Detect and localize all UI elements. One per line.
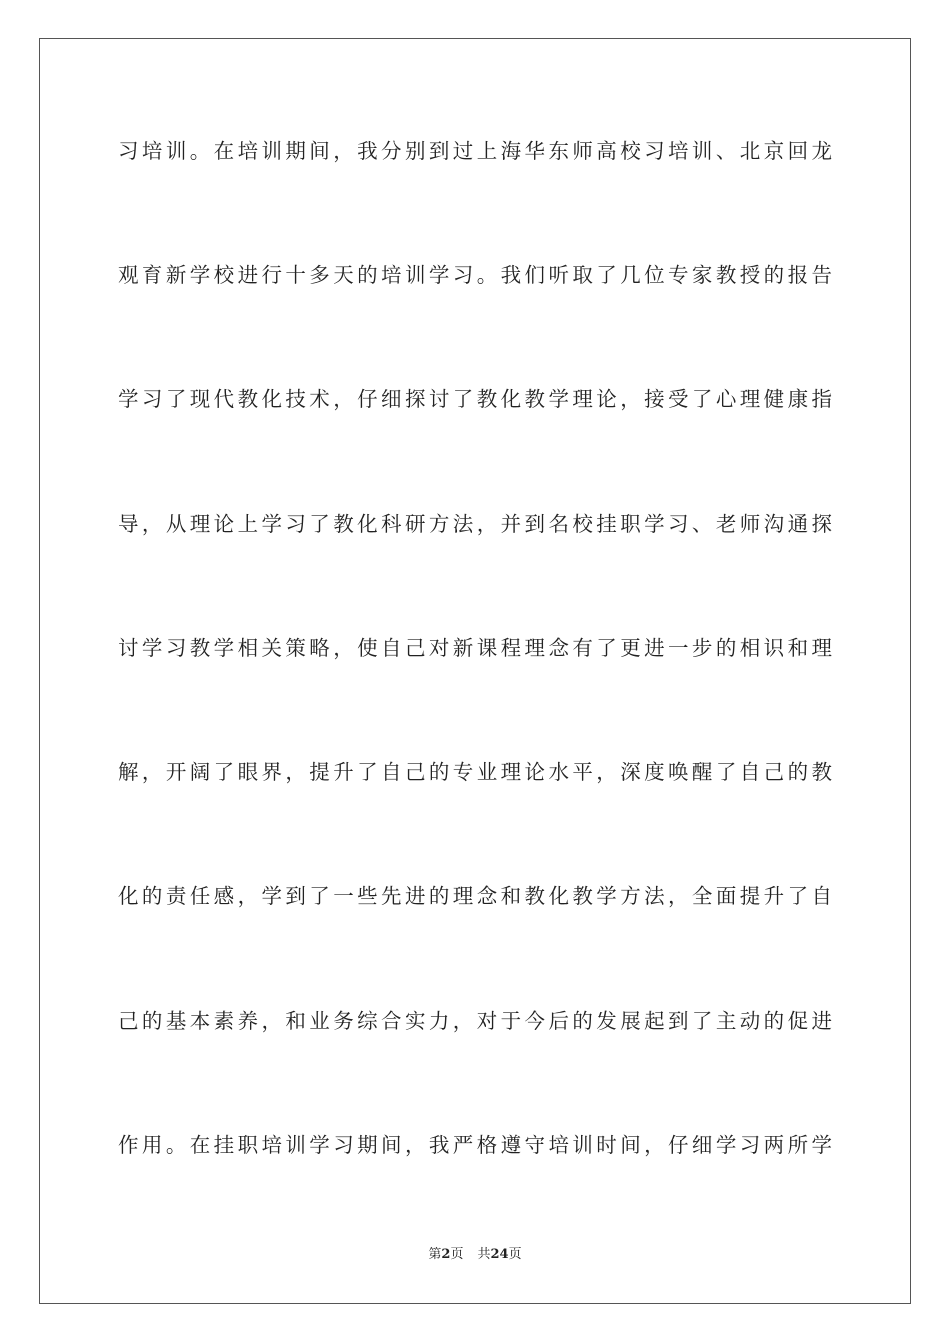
text-line: 解，开阔了眼界，提升了自己的专业理论水平，深度唤醒了自己的教 [118, 760, 832, 784]
total-suffix: 页 [508, 1247, 522, 1262]
text-line: 化的责任感，学到了一些先进的理念和教化教学方法，全面提升了自 [118, 884, 832, 908]
page-number: 2 [441, 1247, 451, 1262]
text-line: 习培训。在培训期间，我分别到过上海华东师高校习培训、北京回龙 [118, 139, 832, 163]
text-line: 讨学习教学相关策略，使自己对新课程理念有了更进一步的相识和理 [118, 636, 832, 660]
text-line: 观育新学校进行十多天的培训学习。我们听取了几位专家教授的报告 [118, 263, 832, 287]
text-line: 己的基本素养，和业务综合实力，对于今后的发展起到了主动的促进 [118, 1009, 832, 1033]
total-pages: 24 [490, 1247, 509, 1262]
page-footer [0, 1246, 950, 1264]
text-line: 学习了现代教化技术，仔细探讨了教化教学理论，接受了心理健康指 [118, 387, 832, 411]
page-prefix: 第 [428, 1247, 442, 1262]
page-border [39, 38, 911, 1304]
text-line: 导，从理论上学习了教化科研方法，并到名校挂职学习、老师沟通探 [118, 512, 832, 536]
total-prefix: 共 [477, 1247, 491, 1262]
text-line: 作用。在挂职培训学习期间，我严格遵守培训时间，仔细学习两所学 [118, 1133, 832, 1157]
page-suffix: 页 [450, 1247, 464, 1262]
